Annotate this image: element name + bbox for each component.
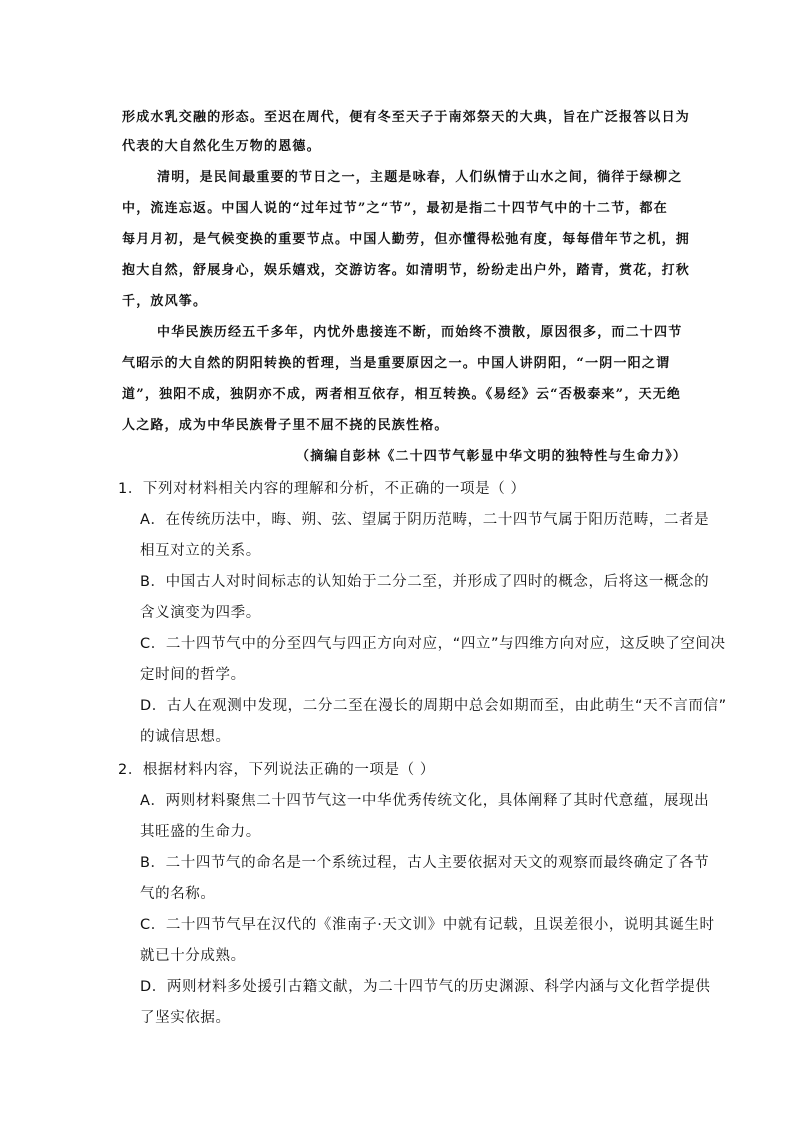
- passage-line: 形成水乳交融的形态。至迟在周代，便有冬至天子于南郊祭天的大典，旨在广泛报答以日为: [122, 110, 691, 125]
- option-a-line: A．在传统历法中，晦、朔、弦、望属于阴历范畴，二十四节气属于阳历范畴，二者是: [140, 512, 710, 528]
- option-a-line: A．两则材料聚焦二十四节气这一中华优秀传统文化，具体阐释了其时代意蕴，展现出: [140, 793, 710, 809]
- option-c-line: 定时间的哲学。: [140, 667, 246, 683]
- question-stem: 1．下列对材料相关内容的理解和分析，不正确的一项是（ ）: [118, 481, 526, 497]
- option-c-line: C．二十四节气早在汉代的《淮南子·天文训》中就有记载，且误差很小，说明其诞生时: [140, 917, 715, 933]
- passage-line: 中华民族历经五千多年，内忧外患接连不断，而始终不溃散，原因很多，而二十四节: [157, 325, 683, 340]
- option-b-line: B．二十四节气的命名是一个系统过程，古人主要依据对天文的观察而最终确定了各节: [140, 855, 710, 871]
- option-d-line: D．两则材料多处援引古籍文献，为二十四节气的历史渊源、科学内涵与文化哲学提供: [140, 979, 711, 995]
- option-a-line: 其旺盛的生命力。: [140, 824, 261, 840]
- option-c-line: C．二十四节气中的分至四气与四正方向对应，“四立”与四维方向对应，这反映了空间决: [140, 636, 726, 652]
- option-d-line: 的诚信思想。: [140, 729, 231, 745]
- option-b-line: 气的名称。: [140, 886, 216, 902]
- passage-line: 清明，是民间最重要的节日之一，主题是咏春，人们纵情于山水之间，徜徉于绿柳之: [157, 170, 683, 185]
- passage-line: 千，放风筝。: [122, 294, 208, 309]
- option-d-line: D．古人在观测中发现，二分二至在漫长的周期中总会如期而至，由此萌生“天不言而信”: [140, 698, 727, 714]
- passage-line: 道”，独阳不成，独阴亦不成，两者相互依存，相互转换。《易经》云“否极泰来”，天无绝: [122, 387, 682, 402]
- passage-line: 抱大自然，舒展身心，娱乐嬉戏，交游访客。如清明节，纷纷走出户外，踏青，赏花，打秋: [122, 263, 691, 278]
- passage-line: 中，流连忘返。中国人说的“过年过节”之“节”，最初是指二十四节气中的十二节，都在: [122, 201, 668, 216]
- option-a-line: 相互对立的关系。: [140, 543, 261, 559]
- option-b-line: 含义演变为四季。: [140, 605, 261, 621]
- passage-line: 代表的大自然化生万物的恩德。: [122, 139, 321, 154]
- option-b-line: B．中国古人对时间标志的认知始于二分二至，并形成了四时的概念，后将这一概念的: [140, 574, 710, 590]
- question-stem: 2．根据材料内容，下列说法正确的一项是（ ）: [118, 762, 436, 778]
- passage-line: 每月月初，是气候变换的重要节点。中国人勤劳，但亦懂得松弛有度，每每借年节之机，拥: [122, 232, 691, 247]
- passage-line: 人之路，成为中华民族骨子里不屈不挠的民族性格。: [122, 418, 449, 433]
- passage-line: 气昭示的大自然的阴阳转换的哲理，当是重要原因之一。中国人讲阴阳，“一阴一阳之谓: [122, 356, 671, 371]
- option-d-line: 了坚实依据。: [140, 1010, 231, 1026]
- option-c-line: 就已十分成熟。: [140, 948, 246, 964]
- passage-source: （摘编自彭林《二十四节气彰显中华文明的独特性与生命力》）: [296, 449, 688, 464]
